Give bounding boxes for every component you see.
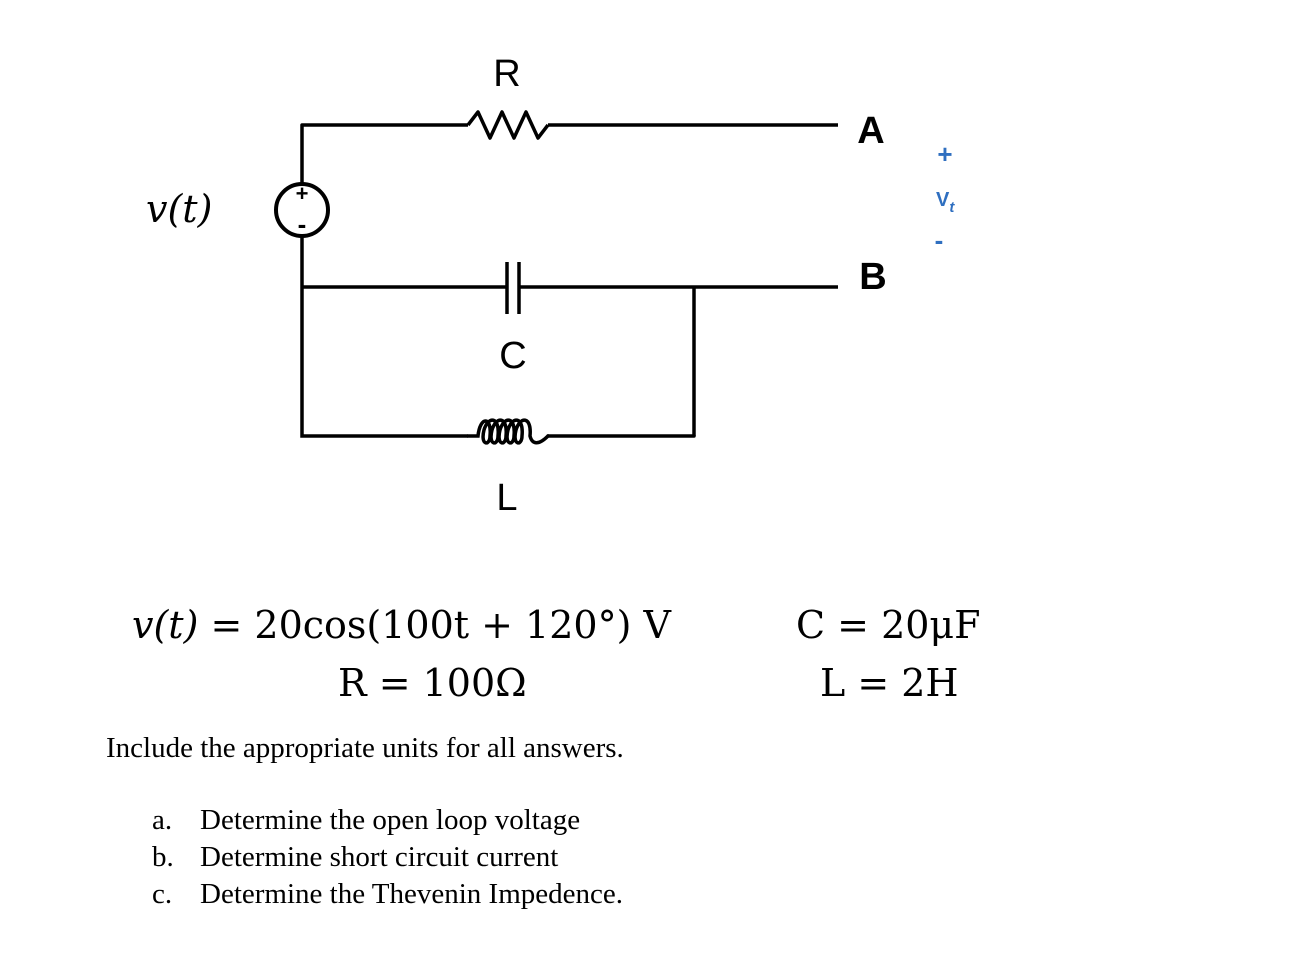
source-equation-rhs: = 20cos(100t + 120°) V [210,603,671,647]
capacitance-equation [796,603,981,647]
left-wire [302,236,468,436]
instructions-text: Include the appropriate units for all answers. [106,732,624,764]
source-plus-sign: + [295,181,309,206]
question-marker: c. [152,878,173,910]
inductance-value: L = 2H [820,661,959,705]
vt-indicator [935,139,956,255]
question-text: Determine the open loop voltage [200,804,581,836]
resistor-label: R [493,53,521,95]
question-text: Determine the Thevenin Impedence. [200,878,624,910]
top-wire-left [302,125,468,184]
question-b [152,839,623,876]
vt-minus-sign: - [934,225,944,255]
terminal-b-label: B [859,256,887,298]
capacitor-label: C [499,335,527,377]
middle-branch [302,236,838,436]
question-c [152,876,623,913]
voltage-source [276,181,328,239]
vt-label-main: V [936,189,950,211]
question-marker: b. [152,841,174,873]
top-branch [302,112,838,184]
question-text: Determine short circuit current [200,841,559,873]
vt-label [936,189,955,216]
question-a [152,802,623,839]
resistance-equation [338,661,527,705]
terminal-a-label: A [857,110,885,152]
vt-label-subscript: t [949,199,955,216]
source-label: v(t) [146,187,213,231]
question-list [152,802,623,913]
inductor-coil [468,420,548,443]
source-equation-lhs: v(t) [132,603,199,647]
resistor-symbol [468,112,548,138]
inductor-label: L [496,477,518,519]
question-marker: a. [152,804,173,836]
inductance-equation [820,661,959,705]
capacitance-value: C = 20μF [796,603,981,647]
resistance-value: R = 100Ω [338,661,527,705]
vt-plus-sign: + [937,139,953,169]
bottom-branch [468,420,694,443]
source-equation [132,603,671,647]
source-minus-sign: - [297,209,307,239]
